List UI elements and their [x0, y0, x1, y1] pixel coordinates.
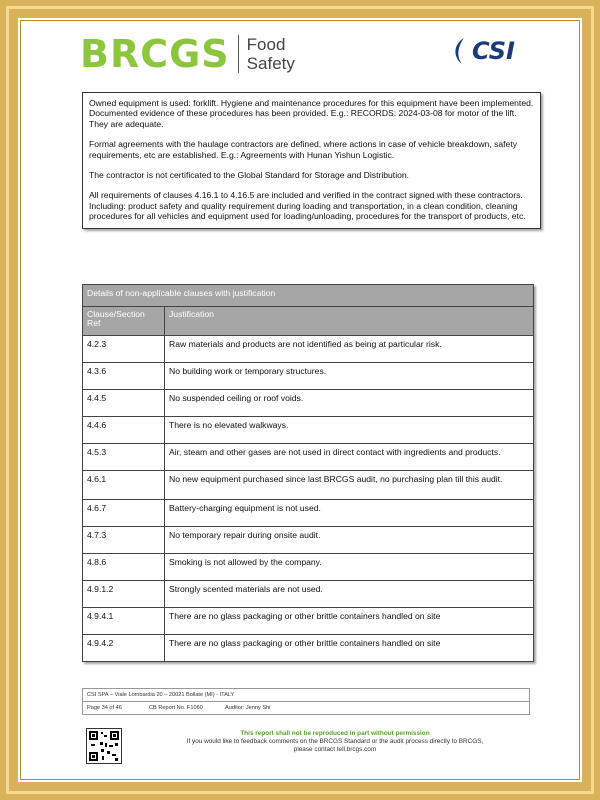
justification-text: There are no glass packaging or other brittle containers handled on site — [165, 608, 534, 635]
notice-contact: please contact tell.brcgs.com — [293, 746, 377, 753]
brcgs-food-safety-label — [247, 35, 295, 73]
table-title-row — [83, 285, 534, 307]
csi-swoosh-icon — [450, 36, 472, 66]
justification-text: Smoking is not allowed by the company. — [165, 554, 534, 581]
brcgs-logo-word: BRCGS — [80, 32, 230, 76]
clause-ref: 4.9.4.2 — [83, 635, 165, 662]
table-row — [83, 336, 534, 363]
qr-pattern — [87, 729, 121, 763]
clause-ref: 4.4.5 — [83, 390, 165, 417]
table-row — [83, 527, 534, 554]
clause-ref: 4.7.3 — [83, 527, 165, 554]
clause-ref: 4.4.6 — [83, 417, 165, 444]
reproduction-notice — [130, 730, 540, 754]
table-title: Details of non-applicable clauses with justification — [83, 285, 534, 307]
auditor-name: Auditor: Jenny Shi — [225, 705, 271, 711]
notice-feedback: If you would like to feedback comments on the BRCGS Standard or the audit process directly to BRCGS, — [186, 738, 484, 745]
paragraph: Owned equipment is used: forklift. Hygiene and maintenance procedures for this equipment have been implemented. Documented evidence of these procedures has been provided. E.g.: RECORDS: 2024-03-08 for motor of the lift. They are adequate. — [89, 98, 534, 129]
justification-text: Raw materials and products are not identified as being at particular risk. — [165, 336, 534, 363]
justification-text: Air, steam and other gases are not used in direct contact with ingredients and products. — [165, 444, 534, 471]
brcgs-logo — [80, 32, 295, 76]
justification-text: No building work or temporary structures. — [165, 363, 534, 390]
table-row — [83, 608, 534, 635]
table-row — [83, 554, 534, 581]
report-footer — [82, 688, 530, 715]
table-header-row — [83, 307, 534, 336]
footer-meta — [83, 702, 529, 714]
paragraph: Formal agreements with the haulage contractors are defined, where actions in case of vehicle breakdown, safety requirements, etc are established. E.g.: Agreements with Hunan Yishun Logistic. — [89, 139, 518, 160]
page-number: Page 34 of 46 — [87, 705, 122, 711]
table-row — [83, 471, 534, 500]
clause-ref: 4.3.6 — [83, 363, 165, 390]
clause-ref: 4.8.6 — [83, 554, 165, 581]
csi-logo-word: CSI — [472, 37, 515, 65]
clause-ref: 4.9.4.1 — [83, 608, 165, 635]
footer-address: CSI SPA – Viale Lombardia 20 – 20021 Bollate (MI) - ITALY — [83, 689, 529, 702]
findings-text-box — [82, 92, 541, 229]
column-header-clause: Clause/Section Ref — [83, 307, 165, 336]
notice-bold: This report shall not be reproduced in part without permission — [240, 730, 430, 737]
justification-text: No suspended ceiling or roof voids. — [165, 390, 534, 417]
table-row — [83, 417, 534, 444]
justification-text: Strongly scented materials are not used. — [165, 581, 534, 608]
non-applicable-clauses-table — [82, 284, 534, 662]
table-row — [83, 363, 534, 390]
clause-ref: 4.5.3 — [83, 444, 165, 471]
table-row — [83, 635, 534, 662]
document-page — [30, 28, 570, 772]
logo-separator — [238, 35, 239, 73]
clause-ref: 4.2.3 — [83, 336, 165, 363]
table-row — [83, 444, 534, 471]
table-row — [83, 500, 534, 527]
justification-text: There are no glass packaging or other brittle containers handled on site — [165, 635, 534, 662]
clause-ref: 4.6.7 — [83, 500, 165, 527]
brcgs-food-word: Food — [246, 35, 286, 54]
qr-code-icon — [86, 728, 122, 764]
brcgs-safety-word: Safety — [246, 54, 295, 73]
clause-ref: 4.6.1 — [83, 471, 165, 500]
paragraph: The contractor is not certificated to the Global Standard for Storage and Distribution. — [89, 170, 410, 181]
justification-text: No temporary repair during onsite audit. — [165, 527, 534, 554]
justification-text: No new equipment purchased since last BRCGS audit, no purchasing plan till this audit. — [165, 471, 534, 500]
clause-ref: 4.9.1.2 — [83, 581, 165, 608]
paragraph: All requirements of clauses 4.16.1 to 4.16.5 are included and verified in the contract signed with these contractors. Including: product safety and quality requirement during loading and transportation, in a clean condition, cleaning procedures for all vehicles and equipment used for loading/unloading, procedures for the transport of products, etc. — [89, 190, 526, 222]
csi-logo — [450, 36, 515, 66]
column-header-justification: Justification — [165, 307, 534, 336]
table-row — [83, 390, 534, 417]
cb-report-number: CB Report No. F1060 — [149, 705, 203, 711]
justification-text: Battery-charging equipment is not used. — [165, 500, 534, 527]
justification-text: There is no elevated walkways. — [165, 417, 534, 444]
table-row — [83, 581, 534, 608]
